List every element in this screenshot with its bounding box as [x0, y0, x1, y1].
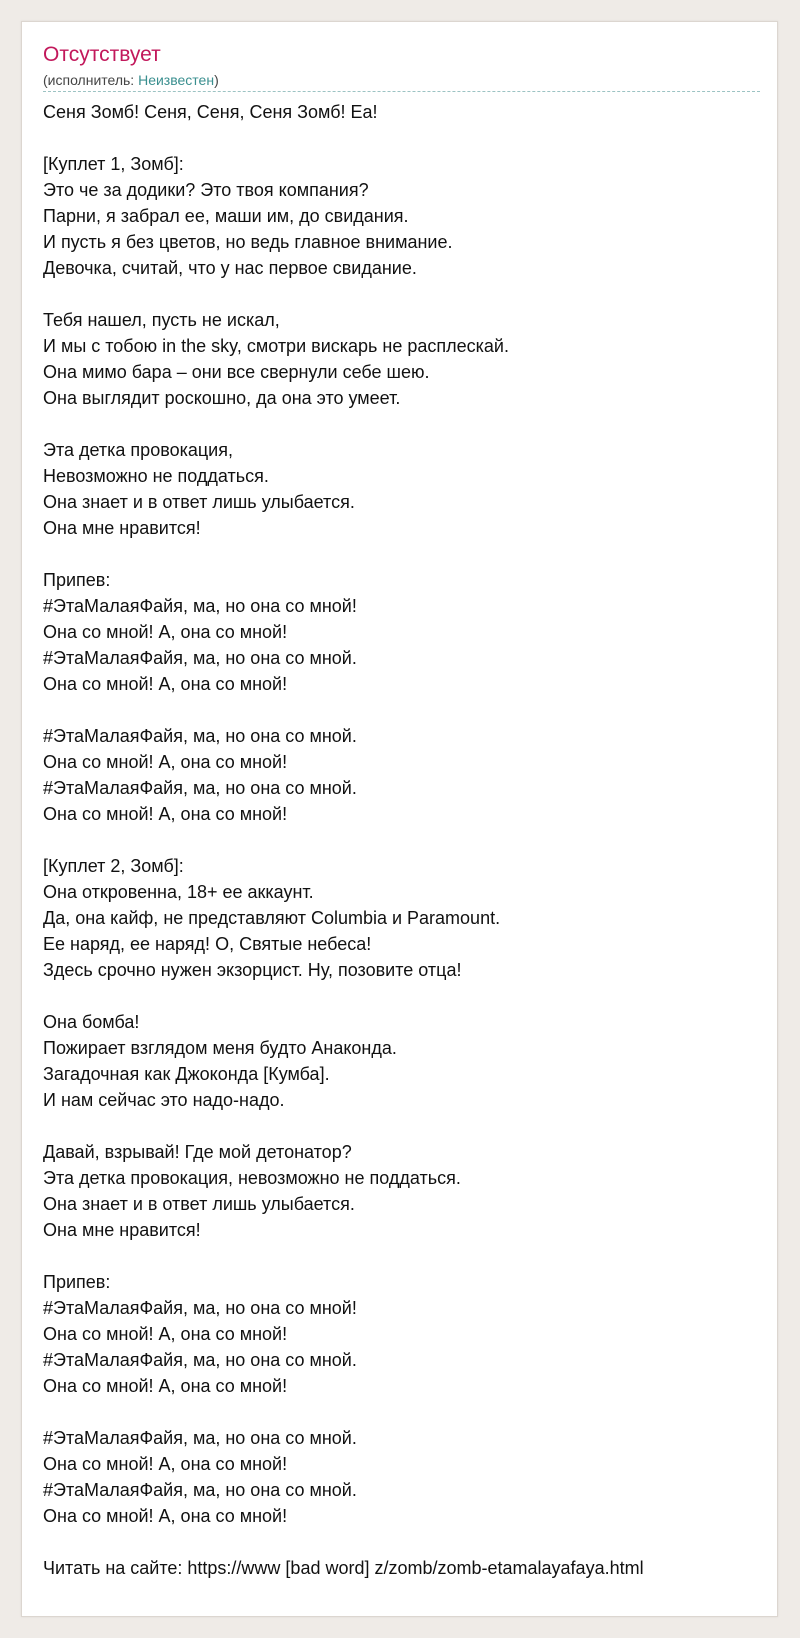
lyrics-blank-line: [43, 281, 763, 307]
lyrics-line: Эта детка провокация,: [43, 440, 233, 460]
lyrics-line: Припев:: [43, 570, 111, 590]
lyrics-line: Парни, я забрал ее, маши им, до свидания.: [43, 206, 409, 226]
lyrics-line: [Куплет 1, Зомб]:: [43, 154, 184, 174]
lyrics-blank-line: [43, 411, 763, 437]
lyrics-blank-line: [43, 697, 763, 723]
lyrics-line: Она мне нравится!: [43, 518, 201, 538]
lyrics-body: [43, 99, 763, 1555]
lyrics-content: [43, 43, 763, 1581]
lyrics-blank-line: [43, 125, 763, 151]
lyrics-line: И мы с тобою in the sky, смотри вискарь не расплескай.: [43, 336, 509, 356]
lyrics-line: И нам сейчас это надо-надо.: [43, 1090, 285, 1110]
lyrics-line: Она со мной! А, она со мной!: [43, 752, 288, 772]
lyrics-line: [Куплет 2, Зомб]:: [43, 856, 184, 876]
lyrics-line: #ЭтаМалаяФайя, ма, но она со мной!: [43, 596, 357, 616]
lyrics-blank-line: [43, 827, 763, 853]
lyrics-line: #ЭтаМалаяФайя, ма, но она со мной!: [43, 1298, 357, 1318]
lyrics-line: Она со мной! А, она со мной!: [43, 622, 288, 642]
lyrics-line: #ЭтаМалаяФайя, ма, но она со мной.: [43, 726, 357, 746]
lyrics-line: Давай, взрывай! Где мой детонатор?: [43, 1142, 352, 1162]
lyrics-line: Она знает и в ответ лишь улыбается.: [43, 492, 355, 512]
lyrics-line: Тебя нашел, пусть не искал,: [43, 310, 280, 330]
lyrics-blank-line: [43, 1113, 763, 1139]
lyrics-card: [21, 21, 778, 1617]
lyrics-line: #ЭтаМалаяФайя, ма, но она со мной.: [43, 1428, 357, 1448]
lyrics-line: Она со мной! А, она со мной!: [43, 1454, 288, 1474]
lyrics-line: Сеня Зомб! Сеня, Сеня, Сеня Зомб! Еа!: [43, 102, 378, 122]
lyrics-line: И пусть я без цветов, но ведь главное внимание.: [43, 232, 453, 252]
lyrics-line: Она со мной! А, она со мной!: [43, 1324, 288, 1344]
lyrics-blank-line: [43, 541, 763, 567]
artist-line: [43, 71, 763, 89]
lyrics-line: Она мне нравится!: [43, 1220, 201, 1240]
lyrics-blank-line: [43, 1529, 763, 1555]
artist-prefix: (исполнитель:: [43, 72, 139, 88]
lyrics-line: Она со мной! А, она со мной!: [43, 1376, 288, 1396]
lyrics-line: #ЭтаМалаяФайя, ма, но она со мной.: [43, 778, 357, 798]
lyrics-line: Невозможно не поддаться.: [43, 466, 269, 486]
lyrics-line: Это че за додики? Это твоя компания?: [43, 180, 369, 200]
lyrics-blank-line: [43, 1399, 763, 1425]
lyrics-line: Загадочная как Джоконда [Кумба].: [43, 1064, 330, 1084]
artist-suffix: ): [214, 72, 219, 88]
lyrics-line: Она знает и в ответ лишь улыбается.: [43, 1194, 355, 1214]
song-title: Отсутствует: [43, 43, 161, 66]
lyrics-line: Она откровенна, 18+ ее аккаунт.: [43, 882, 314, 902]
lyrics-line: Она со мной! А, она со мной!: [43, 804, 288, 824]
lyrics-line: Припев:: [43, 1272, 111, 1292]
artist-link[interactable]: Неизвестен: [138, 72, 215, 88]
lyrics-line: Она со мной! А, она со мной!: [43, 674, 288, 694]
source-link-text: Читать на сайте: https://www [bad word] z/zomb/zomb-etamalayafaya.html: [43, 1558, 644, 1578]
lyrics-line: Она выглядит роскошно, да она это умеет.: [43, 388, 401, 408]
lyrics-line: Девочка, считай, что у нас первое свидание.: [43, 258, 417, 278]
lyrics-line: #ЭтаМалаяФайя, ма, но она со мной.: [43, 648, 357, 668]
lyrics-line: Пожирает взглядом меня будто Анаконда.: [43, 1038, 397, 1058]
lyrics-line: Здесь срочно нужен экзорцист. Ну, позовите отца!: [43, 960, 462, 980]
lyrics-line: Она со мной! А, она со мной!: [43, 1506, 288, 1526]
lyrics-blank-line: [43, 1243, 763, 1269]
lyrics-line: Да, она кайф, не представляют Columbia и Paramount.: [43, 908, 501, 928]
lyrics-line: Она мимо бара – они все свернули себе шею.: [43, 362, 430, 382]
lyrics-line: Эта детка провокация, невозможно не поддаться.: [43, 1168, 461, 1188]
lyrics-blank-line: [43, 983, 763, 1009]
lyrics-line: #ЭтаМалаяФайя, ма, но она со мной.: [43, 1480, 357, 1500]
lyrics-line: Она бомба!: [43, 1012, 140, 1032]
lyrics-line: #ЭтаМалаяФайя, ма, но она со мной.: [43, 1350, 357, 1370]
lyrics-line: Ее наряд, ее наряд! О, Святые небеса!: [43, 934, 372, 954]
header-separator: [43, 91, 760, 92]
